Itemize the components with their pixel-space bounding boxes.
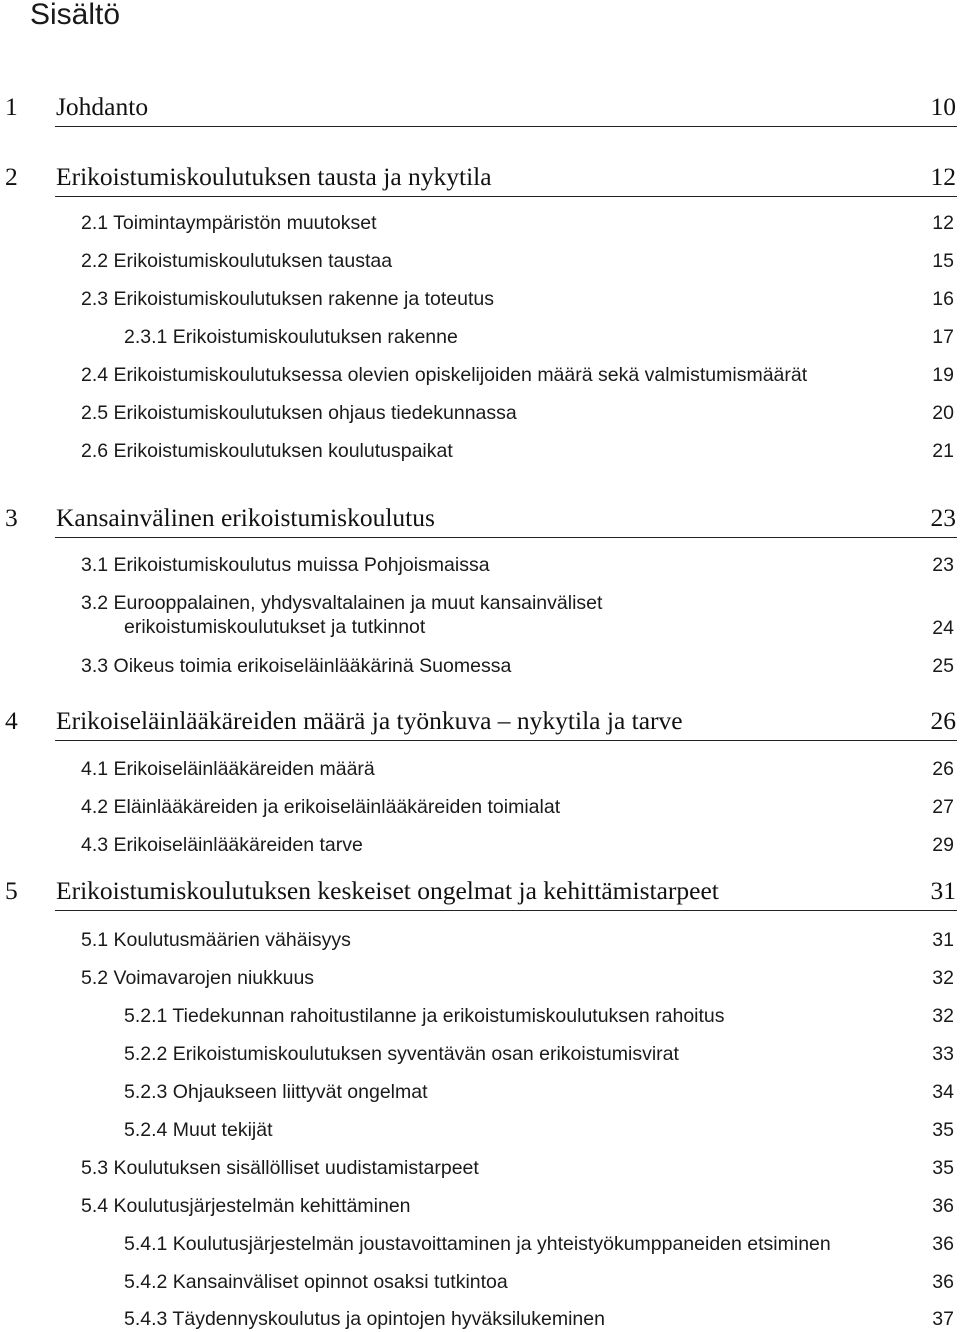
section-title: 3.2 Eurooppalainen, yhdysvaltalainen ja muut kansainväliset <box>81 592 603 614</box>
chapter-title: Erikoistumiskoulutuksen tausta ja nykytila <box>56 162 492 191</box>
page-number: 15 <box>932 250 954 272</box>
toc-section-5-1[interactable] <box>0 929 954 953</box>
section-title: 3.1 Erikoistumiskoulutus muissa Pohjoismaissa <box>81 554 490 576</box>
toc-section-4-2[interactable] <box>0 796 954 820</box>
toc-section-2-1[interactable] <box>0 212 954 236</box>
page-number: 12 <box>932 212 954 234</box>
toc-section-5-4[interactable] <box>0 1195 954 1219</box>
page-number: 33 <box>932 1043 954 1065</box>
page-number: 10 <box>930 92 956 121</box>
toc-chapter-1[interactable] <box>0 92 957 126</box>
page-number: 37 <box>932 1308 954 1330</box>
page-number: 21 <box>932 440 954 462</box>
toc-section-2-6[interactable] <box>0 440 954 464</box>
toc-section-4-1[interactable] <box>0 758 954 782</box>
page-number: 35 <box>932 1157 954 1179</box>
page-number: 29 <box>932 834 954 856</box>
toc-section-4-3[interactable] <box>0 834 954 858</box>
page-number: 26 <box>930 706 956 735</box>
chapter-number: 1 <box>5 92 18 121</box>
page-number: 34 <box>932 1081 954 1103</box>
section-title: 5.2 Voimavarojen niukkuus <box>81 967 315 989</box>
toc-chapter-2[interactable] <box>0 162 957 196</box>
section-title: 2.4 Erikoistumiskoulutuksessa olevien opiskelijoiden määrä sekä valmistumismäärät <box>81 364 808 386</box>
page-number: 19 <box>932 364 954 386</box>
section-title: 5.2.4 Muut tekijät <box>124 1119 273 1141</box>
section-title: 5.2.2 Erikoistumiskoulutuksen syventävän osan erikoistumisvirat <box>124 1043 679 1065</box>
page-number: 23 <box>930 503 956 532</box>
toc-section-5-3[interactable] <box>0 1157 954 1181</box>
toc-section-5-2-4[interactable] <box>0 1119 954 1143</box>
section-title: 2.2 Erikoistumiskoulutuksen taustaa <box>81 250 393 272</box>
toc-section-2-3-1[interactable] <box>0 326 954 350</box>
toc-section-5-4-1[interactable] <box>0 1233 954 1257</box>
chapter-number: 3 <box>5 503 18 532</box>
section-title: 2.1 Toimintaympäristön muutokset <box>81 212 377 234</box>
section-title: 5.2.3 Ohjaukseen liittyvät ongelmat <box>124 1081 428 1103</box>
section-title: 4.2 Eläinlääkäreiden ja erikoiseläinlääkäreiden toimialat <box>81 796 561 818</box>
page-number: 31 <box>932 929 954 951</box>
toc-section-5-4-3[interactable] <box>0 1308 954 1332</box>
section-title: 2.3 Erikoistumiskoulutuksen rakenne ja toteutus <box>81 288 494 310</box>
toc-section-5-2-2[interactable] <box>0 1043 954 1067</box>
section-title: 2.5 Erikoistumiskoulutuksen ohjaus tiedekunnassa <box>81 402 517 424</box>
section-title: 4.3 Erikoiseläinlääkäreiden tarve <box>81 834 363 856</box>
section-title: 5.3 Koulutuksen sisällölliset uudistamistarpeet <box>81 1157 479 1179</box>
section-title: 5.1 Koulutusmäärien vähäisyys <box>81 929 351 951</box>
chapter-title: Erikoiseläinlääkäreiden määrä ja työnkuva – nykytila ja tarve <box>56 706 683 735</box>
section-title: 5.4.1 Koulutusjärjestelmän joustavoittaminen ja yhteistyökumppaneiden etsiminen <box>124 1233 831 1255</box>
toc-section-2-4[interactable] <box>0 364 954 388</box>
section-title: 3.3 Oikeus toimia erikoiseläinlääkärinä Suomessa <box>81 655 512 677</box>
page-number: 17 <box>932 326 954 348</box>
page-number: 24 <box>932 617 954 639</box>
toc-chapter-3[interactable] <box>0 503 957 537</box>
toc-chapter-4[interactable] <box>0 706 957 740</box>
page-number: 20 <box>932 402 954 424</box>
page-number: 27 <box>932 796 954 818</box>
toc-section-2-2[interactable] <box>0 250 954 274</box>
chapter-title: Kansainvälinen erikoistumiskoulutus <box>56 503 435 532</box>
page-number: 32 <box>932 1005 954 1027</box>
toc-section-2-5[interactable] <box>0 402 954 426</box>
section-title-continued: erikoistumiskoulutukset ja tutkinnot <box>124 616 426 638</box>
section-title: 5.4 Koulutusjärjestelmän kehittäminen <box>81 1195 411 1217</box>
section-title: 5.4.2 Kansainväliset opinnot osaksi tutkintoa <box>124 1271 508 1293</box>
page-number: 31 <box>930 876 956 905</box>
page-title: Sisältö <box>30 0 121 31</box>
page-number: 25 <box>932 655 954 677</box>
page-number: 36 <box>932 1271 954 1293</box>
section-title: 5.4.3 Täydennyskoulutus ja opintojen hyväksilukeminen <box>124 1308 605 1330</box>
toc-section-2-3[interactable] <box>0 288 954 312</box>
toc-section-5-4-2[interactable] <box>0 1271 954 1295</box>
page-number: 36 <box>932 1195 954 1217</box>
page-number: 12 <box>930 162 956 191</box>
page-number: 26 <box>932 758 954 780</box>
chapter-title: Johdanto <box>56 92 149 121</box>
toc-section-5-2[interactable] <box>0 967 954 991</box>
section-title: 2.3.1 Erikoistumiskoulutuksen rakenne <box>124 326 458 348</box>
page-number: 35 <box>932 1119 954 1141</box>
toc-section-5-2-3[interactable] <box>0 1081 954 1105</box>
toc-section-3-1[interactable] <box>0 554 954 578</box>
page-number: 36 <box>932 1233 954 1255</box>
chapter-number: 2 <box>5 162 18 191</box>
section-title: 4.1 Erikoiseläinlääkäreiden määrä <box>81 758 375 780</box>
chapter-title: Erikoistumiskoulutuksen keskeiset ongelmat ja kehittämistarpeet <box>56 876 719 905</box>
chapter-number: 4 <box>5 706 18 735</box>
toc-section-5-2-1[interactable] <box>0 1005 954 1029</box>
page-number: 16 <box>932 288 954 310</box>
page-number: 23 <box>932 554 954 576</box>
toc-section-3-2[interactable] <box>0 592 954 640</box>
section-title: 5.2.1 Tiedekunnan rahoitustilanne ja erikoistumiskoulutuksen rahoitus <box>124 1005 725 1027</box>
chapter-number: 5 <box>5 876 18 905</box>
toc-chapter-5[interactable] <box>0 876 957 910</box>
toc-section-3-3[interactable] <box>0 655 954 679</box>
page-number: 32 <box>932 967 954 989</box>
section-title: 2.6 Erikoistumiskoulutuksen koulutuspaikat <box>81 440 453 462</box>
